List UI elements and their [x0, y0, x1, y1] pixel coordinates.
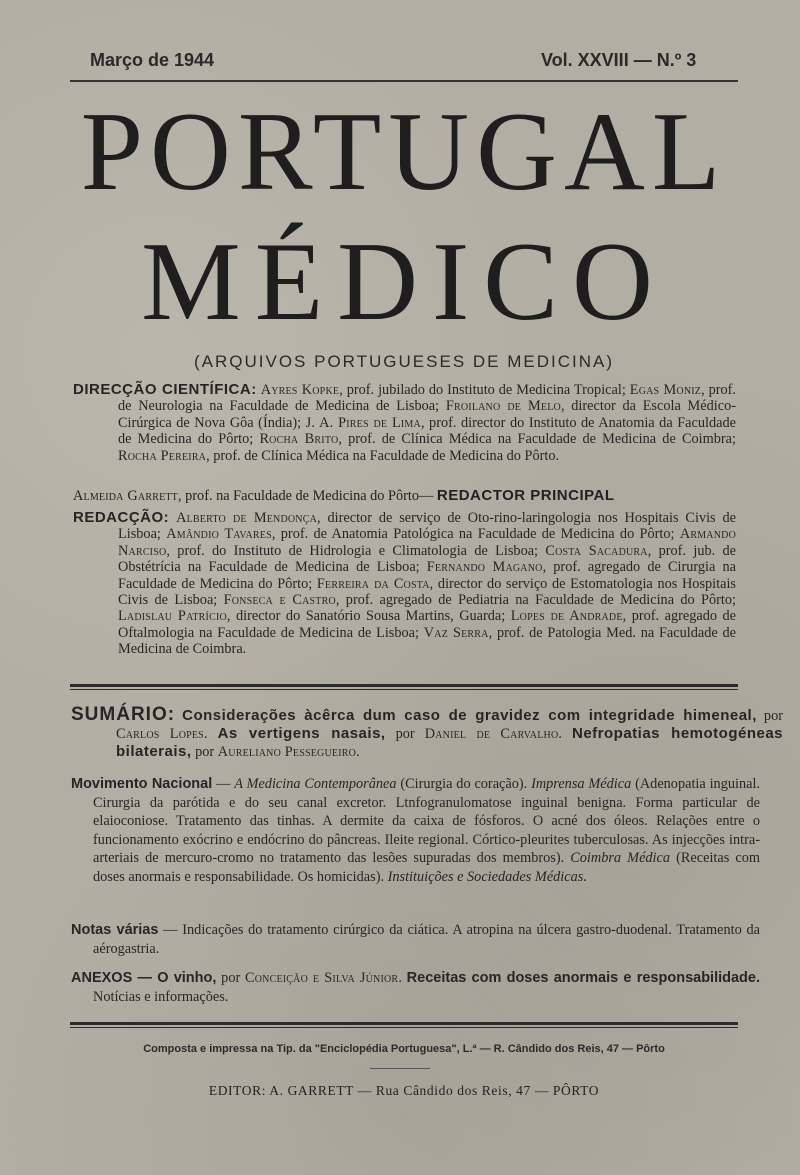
journal-contents: (Adenopatia inguinal. Cirurgia da parótida e do seu canal excretor. Ltnfogranulomatose inguinal benigna. Forma particular de elaioconiose. Tratamento das tinhas. A dermite da caixa de fósforos. O acné dos óleos. Relações entre o funcionamento exócrino e endócrino do pâncreas. Ileite regional. Córtico-pleurites tuberculosas. As injecções intra-arteriais de mercuro-cromo no tratamento das lesões supuradas dos membros).: [93, 776, 761, 866]
member-desc: , prof. de Patologia Med. na Faculdade de Medicina de Coimbra.: [118, 624, 736, 658]
member-name: Amândio Tavares: [166, 526, 272, 543]
editor-line: EDITOR: A. GARRETT — Rua Cândido dos Reis, 47 — PÔRTO: [208, 1083, 600, 1098]
member-desc: , prof. jubilado do Instituto de Medicina Tropical;: [339, 382, 630, 398]
member-desc: , prof. de Clínica Médica na Faculdade de Medicina do Pôrto.: [206, 447, 560, 464]
member-name: Rocha Brito: [259, 431, 339, 448]
article-title: Considerações àcêrca dum caso de gravidez com integridade himeneal,: [182, 707, 757, 724]
redaccao-label: REDACÇÃO:: [73, 509, 170, 526]
sep-text: .: [356, 744, 360, 760]
member-name: Rocha Pereira: [118, 447, 207, 464]
member-desc: , director de serviço de Oto-rino-laringologia nos Hospitais Civis de Lisboa;: [118, 510, 737, 543]
article-title: As vertigens nasais,: [217, 725, 386, 742]
member-desc: , prof. de Anatomia Patológica na Faculdade de Medicina do Pôrto;: [271, 526, 680, 543]
article-author: Daniel de Carvalho: [424, 726, 559, 742]
issue-date: Março de 1944: [90, 50, 215, 70]
article-title: Nefropatias hemotogéneas bilaterais,: [116, 725, 784, 760]
journal-name: Coimbra Médica: [570, 850, 671, 866]
movimento-label: Movimento Nacional: [71, 776, 213, 792]
redactor-desc: , prof. na Faculdade de Medicina do Pôrto—: [178, 488, 437, 504]
by-text: por: [191, 744, 218, 760]
article-author: Aureliano Pessegueiro: [217, 744, 357, 760]
member-name: Fonseca e Castro: [223, 592, 336, 609]
member-name: Alberto de Mendonça: [176, 510, 318, 526]
notas-varias: [71, 921, 760, 958]
article-author: Carlos Lopes: [116, 726, 204, 742]
member-name: Fernando Magano: [426, 559, 543, 576]
member-name: Ayres Kopke: [260, 382, 340, 398]
article-author: Conceição e Silva Júnior: [245, 970, 399, 986]
member-desc: , prof. agregado de Oftalmologia na Faculdade de Medicina de Lisboa;: [118, 608, 736, 641]
section-divider: [70, 684, 738, 690]
top-rule: [70, 80, 738, 82]
sumario-label: SUMÁRIO:: [71, 704, 176, 725]
journal-name: Instituições e Sociedades Médicas.: [387, 868, 587, 885]
anexos: [71, 969, 760, 1006]
member-name: Ferreira da Costa: [316, 575, 430, 592]
redactor-role: REDACTOR PRINCIPAL: [436, 487, 615, 504]
sep-text: .: [203, 726, 218, 742]
member-desc: , prof. de Neurologia na Faculdade de Medicina de Lisboa;: [118, 382, 737, 415]
by-text: por: [216, 970, 246, 986]
notas-text: — Indicações do tratamento cirúrgico da ciática. A atropina na úlcera gastro-duodenal. Tratamento da aérogastria.: [93, 922, 760, 957]
member-name: Lopes de Andrade: [510, 608, 623, 625]
member-name: J. A. Pires de Lima: [305, 414, 421, 431]
member-desc: , director da Escola Médico-Cirúrgica de Nova Gôa (Índia);: [118, 398, 736, 431]
anexos-label: ANEXOS — O vinho,: [71, 970, 217, 986]
member-name: Ladislau Patrício: [118, 608, 227, 625]
redaccao: [73, 510, 736, 658]
member-desc: , director do serviço de Estomatologia nos Hospitais Civis de Lisboa;: [118, 575, 736, 609]
journal-subtitle: (ARQUIVOS PORTUGUESES DE MEDICINA): [193, 352, 614, 371]
sep-text: .: [558, 726, 572, 742]
member-desc: , prof. jub. de Obstétrícia na Faculdade de Medicina de Lisboa;: [118, 542, 737, 576]
direccao-label: DIRECÇÃO CIENTÍFICA:: [73, 381, 257, 398]
member-desc: , prof. de Clínica Médica na Faculdade de Medicina de Coimbra;: [338, 431, 736, 448]
imprint-line: Composta e impressa na Tip. da "Enciclopédia Portuguesa", L.ª — R. Cândido dos Reis, 47 — Pôrto: [143, 1043, 665, 1055]
redactor-name: Almeida Garrett: [73, 488, 178, 504]
member-name: Froilano de Melo: [445, 398, 561, 415]
journal-name: Imprensa Médica: [531, 776, 632, 792]
member-name: Vaz Serra: [423, 624, 489, 641]
journal-contents: (Receitas com doses anormais e responsabilidade. Os homicidas).: [93, 850, 760, 885]
movimento-nacional: [71, 775, 760, 886]
sumario: [71, 706, 783, 761]
journal-name: A Medicina Contemporânea: [234, 776, 397, 792]
dash-text: —: [212, 776, 235, 792]
redactor-principal: [73, 488, 691, 504]
member-desc: , director do Sanatório Sousa Martins, Guarda;: [226, 608, 511, 625]
member-name: Egas Moniz: [629, 382, 702, 398]
by-text: por: [756, 708, 783, 724]
journal-contents: (Cirurgia do coração).: [396, 776, 532, 792]
anexos-tail: Notícias e informações.: [93, 988, 229, 1005]
journal-title-line-2: MÉDICO: [141, 220, 667, 344]
member-desc: , prof. agregado de Cirurgia na Faculdade de Medicina do Pôrto;: [118, 559, 736, 592]
direccao-cientifica: [73, 382, 736, 464]
member-desc: , prof. agregado de Pediatria na Faculdade de Medicina do Pôrto;: [335, 592, 736, 609]
imprint-rule: [370, 1068, 430, 1069]
volume-number: Vol. XXVIII — N.º 3: [541, 50, 697, 70]
sep-text: .: [398, 970, 407, 986]
bottom-divider: [70, 1022, 738, 1028]
by-text: por: [385, 726, 425, 742]
member-name: Armando Narciso: [118, 526, 736, 559]
notas-label: Notas várias: [71, 922, 159, 938]
member-desc: , prof. do Instituto de Hidrologia e Climatologia de Lisboa;: [166, 542, 546, 559]
member-desc: , prof. director do Instituto de Anatomia da Faculdade de Medicina do Pôrto;: [118, 414, 736, 448]
article-title: Receitas com doses anormais e responsabilidade.: [406, 970, 761, 986]
member-name: Costa Sacadura: [545, 542, 648, 559]
journal-title-line-1: PORTUGAL: [80, 90, 728, 214]
